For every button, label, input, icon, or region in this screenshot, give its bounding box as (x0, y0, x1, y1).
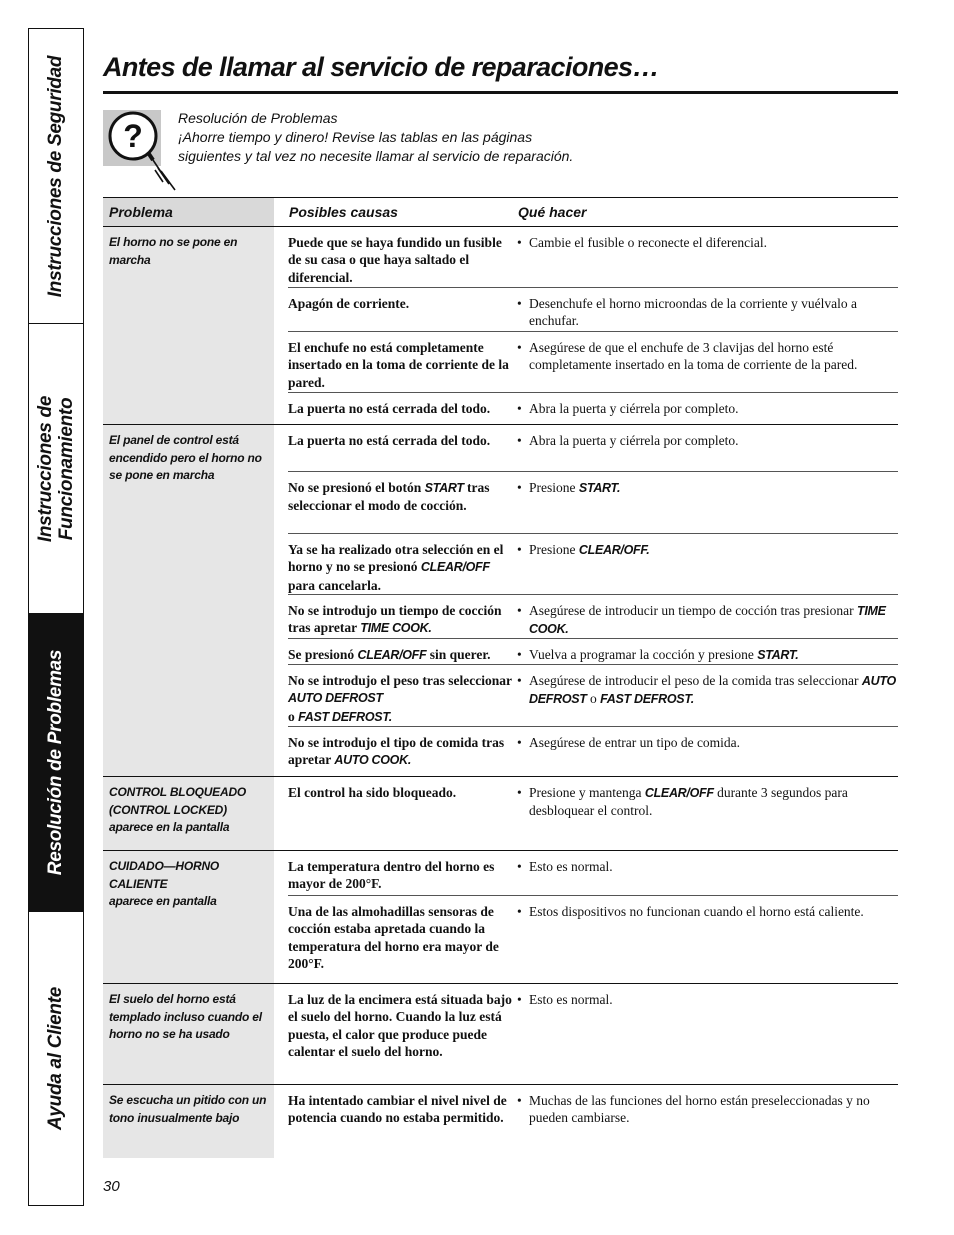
table-row (288, 393, 898, 424)
keyword: AUTO COOK. (334, 753, 412, 768)
fix-cell (517, 339, 898, 386)
keyword: CLEAR/OFF (420, 560, 490, 575)
fix-cell (517, 602, 898, 637)
fix-text: Asegúrese de entrar un tipo de comida. (529, 735, 741, 750)
intro-line: siguientes y tal vez no necesite llamar al servicio de reparación. (178, 148, 574, 164)
table-row (288, 595, 898, 639)
tab-label: Instrucciones de Seguridad (45, 55, 67, 297)
cause-cell (288, 672, 517, 724)
fix-cell (517, 784, 898, 843)
table-row (288, 984, 898, 1083)
problem-group (103, 227, 898, 425)
question-mark-magnifier-icon (103, 110, 161, 166)
text: No se presionó el botón (288, 480, 422, 495)
bullet: • (517, 904, 522, 919)
cause-cell: El enchufe no está completamente insertado en la toma de corriente de la pared. (288, 340, 509, 390)
problem-label: El panel de control está encendido pero el horno no se pone en marcha (103, 425, 274, 776)
table-row (288, 639, 898, 665)
bullet: • (517, 1093, 522, 1108)
text: tras seleccionar el modo de cocción. (288, 480, 490, 514)
problem-group (103, 425, 898, 777)
fix-cell (517, 295, 898, 329)
cause-cell (288, 479, 517, 527)
fix-text: Abra la puerta y ciérrela por completo. (529, 433, 739, 448)
keyword: AUTO DEFROST (288, 691, 383, 706)
fix-cell (517, 400, 898, 418)
table-row (288, 851, 898, 896)
text: Ya se ha realizado otra selección en el horno y no se presionó (288, 542, 504, 575)
table-row (288, 227, 898, 288)
keyword: TIME COOK. (529, 604, 886, 637)
cause-cell: La puerta no está cerrada del todo. (288, 401, 491, 416)
bullet: • (517, 296, 522, 311)
cause-cell (288, 734, 517, 769)
text: No se introdujo el tipo de comida tras apretar (288, 735, 505, 768)
keyword: CLEAR/OFF (357, 648, 427, 662)
fix-cell (517, 479, 898, 527)
cause-cell (288, 646, 517, 662)
table-row (288, 896, 898, 982)
tab-instrucciones-seguridad[interactable] (29, 29, 83, 324)
table-row (288, 777, 898, 849)
text: para cancelarla. (288, 577, 381, 593)
fix-cell (517, 541, 898, 588)
table-row (288, 332, 898, 393)
fix-cell (517, 672, 898, 720)
cause-cell: Una de las almohadillas sensoras de cocción estaba apretada cuando la temperatura del horno era mayor de 200°F. (288, 904, 499, 971)
intro-text (178, 109, 573, 166)
fix-cell (517, 646, 898, 662)
keyword: CLEAR/OFF (644, 786, 714, 800)
tab-label (35, 395, 77, 541)
fix-text: Esto es normal. (529, 992, 613, 1007)
text: Asegúrese de introducir el peso de la comida tras seleccionar (529, 673, 859, 688)
cause-cell (288, 541, 517, 593)
keyword: START. (578, 481, 621, 495)
text: sin querer. (429, 647, 491, 662)
side-tabs (28, 28, 84, 1206)
cause-cell (288, 602, 517, 636)
bullet: • (517, 992, 522, 1007)
fix-text: Desenchufe el horno microondas de la corriente y vuélvalo a enchufar. (529, 296, 857, 329)
tab-label-line1: Instrucciones de (35, 395, 57, 542)
fix-text: Cambie el fusible o reconecte el diferencial. (529, 235, 768, 250)
table-row (288, 665, 898, 727)
table-row (288, 425, 898, 472)
keyword: FAST DEFROST. (600, 692, 694, 707)
fix-cell (517, 858, 898, 889)
header-causas: Posibles causas (289, 204, 398, 220)
fix-text: Asegúrese de que el enchufe de 3 clavijas del horno esté completamente insertado en la toma de corriente de la pared. (529, 340, 858, 373)
text: Vuelva a programar la cocción y presione (529, 647, 754, 662)
fix-text: Muchas de las funciones del horno están preseleccionadas y no pueden cambiarse. (529, 1093, 870, 1126)
keyword: FAST DEFROST. (298, 709, 392, 724)
bullet: • (517, 433, 522, 448)
bullet: • (517, 735, 522, 750)
problem-label: El horno no se pone en marcha (103, 227, 274, 424)
text: No se introdujo un tiempo de cocción tras apretar (288, 603, 502, 636)
fix-text: Abra la puerta y ciérrela por completo. (529, 401, 739, 416)
table-row (288, 534, 898, 595)
keyword: START. (757, 648, 799, 662)
cause-cell: El control ha sido bloqueado. (288, 785, 457, 800)
bullet: • (517, 859, 522, 874)
text: Presione (529, 480, 576, 495)
page-title: Antes de llamar al servicio de reparaciones… (103, 52, 659, 82)
bullet: • (517, 542, 522, 557)
text: CUIDADO—HORNO CALIENTE (109, 859, 220, 891)
cause-cell: Ha intentado cambiar el nivel nivel de potencia cuando no estaba permitido. (288, 1093, 507, 1126)
text: No se introdujo el peso tras seleccionar (288, 673, 512, 688)
fix-text: Esto es normal. (529, 859, 613, 874)
cause-cell: La luz de la encimera está situada bajo el suelo del horno. Cuando la luz está puesta, el calor que produce puede calentar el suelo del horno. (288, 992, 512, 1059)
keyword: TIME COOK. (360, 621, 432, 636)
table-header (103, 197, 898, 227)
text: aparece en la pantalla (109, 820, 230, 834)
text: Se presionó (288, 647, 355, 662)
fix-text: Estos dispositivos no funcionan cuando el horno está caliente. (529, 904, 864, 919)
problem-label: El suelo del horno está templado incluso cuando el horno no se ha usado (103, 984, 274, 1084)
bullet: • (517, 647, 522, 662)
intro-line: Resolución de Problemas (178, 110, 338, 126)
tab-label-line2: Funcionamiento (56, 397, 78, 540)
text: CONTROL BLOQUEADO (CONTROL LOCKED) (109, 785, 247, 817)
header-problema: Problema (103, 198, 274, 226)
bullet: • (517, 673, 522, 688)
tab-ayuda-cliente[interactable] (29, 912, 83, 1204)
fix-cell (517, 734, 898, 769)
fix-cell (517, 432, 898, 465)
fix-cell (517, 1092, 898, 1152)
fix-cell (517, 991, 898, 1077)
problem-group (103, 984, 898, 1085)
table-row (288, 1085, 898, 1158)
bullet: • (517, 480, 522, 495)
problem-group (103, 1085, 898, 1158)
cause-cell: La temperatura dentro del horno es mayor de 200°F. (288, 859, 495, 892)
page-number: 30 (103, 1178, 120, 1195)
text: o (288, 708, 295, 724)
tab-resolucion-problemas[interactable] (29, 614, 83, 912)
problem-label (103, 777, 274, 850)
text: aparece en pantalla (109, 894, 217, 908)
problem-group (103, 851, 898, 984)
bullet: • (517, 401, 522, 416)
bullet: • (517, 340, 522, 355)
bullet: • (517, 785, 522, 800)
table-row (288, 288, 898, 332)
keyword: AUTO DEFROST (529, 674, 896, 707)
cause-cell: Apagón de corriente. (288, 296, 410, 311)
bullet: • (517, 603, 522, 618)
title-divider (103, 91, 898, 94)
cause-cell: La puerta no está cerrada del todo. (288, 433, 491, 448)
text: durante 3 segundos para desbloquear el control. (529, 785, 848, 819)
problem-label: Se escucha un pitido con un tono inusualmente bajo (103, 1085, 274, 1158)
text: o (590, 691, 597, 707)
keyword: START (424, 481, 464, 495)
header-que-hacer: Qué hacer (518, 204, 587, 220)
svg-text:?: ? (123, 118, 143, 154)
intro-line: ¡Ahorre tiempo y dinero! Revise las tablas en las páginas (178, 129, 533, 145)
text: Asegúrese de introducir un tiempo de cocción tras presionar (529, 603, 854, 618)
keyword: CLEAR/OFF. (578, 543, 650, 557)
troubleshooting-table (103, 197, 898, 1158)
tab-label: Resolución de Problemas (45, 649, 67, 876)
text: Presione (529, 542, 576, 557)
tab-instrucciones-funcionamiento[interactable] (29, 324, 83, 614)
fix-cell (517, 903, 898, 976)
cause-cell: Puede que se haya fundido un fusible de su casa o que haya saltado el diferencial. (288, 235, 502, 285)
problem-label (103, 851, 274, 983)
tab-label: Ayuda al Cliente (45, 986, 67, 1130)
bullet: • (517, 235, 522, 250)
table-row (288, 472, 898, 534)
text: Presione y mantenga (529, 785, 642, 800)
problem-group (103, 777, 898, 851)
table-row (288, 727, 898, 775)
fix-cell (517, 234, 898, 281)
